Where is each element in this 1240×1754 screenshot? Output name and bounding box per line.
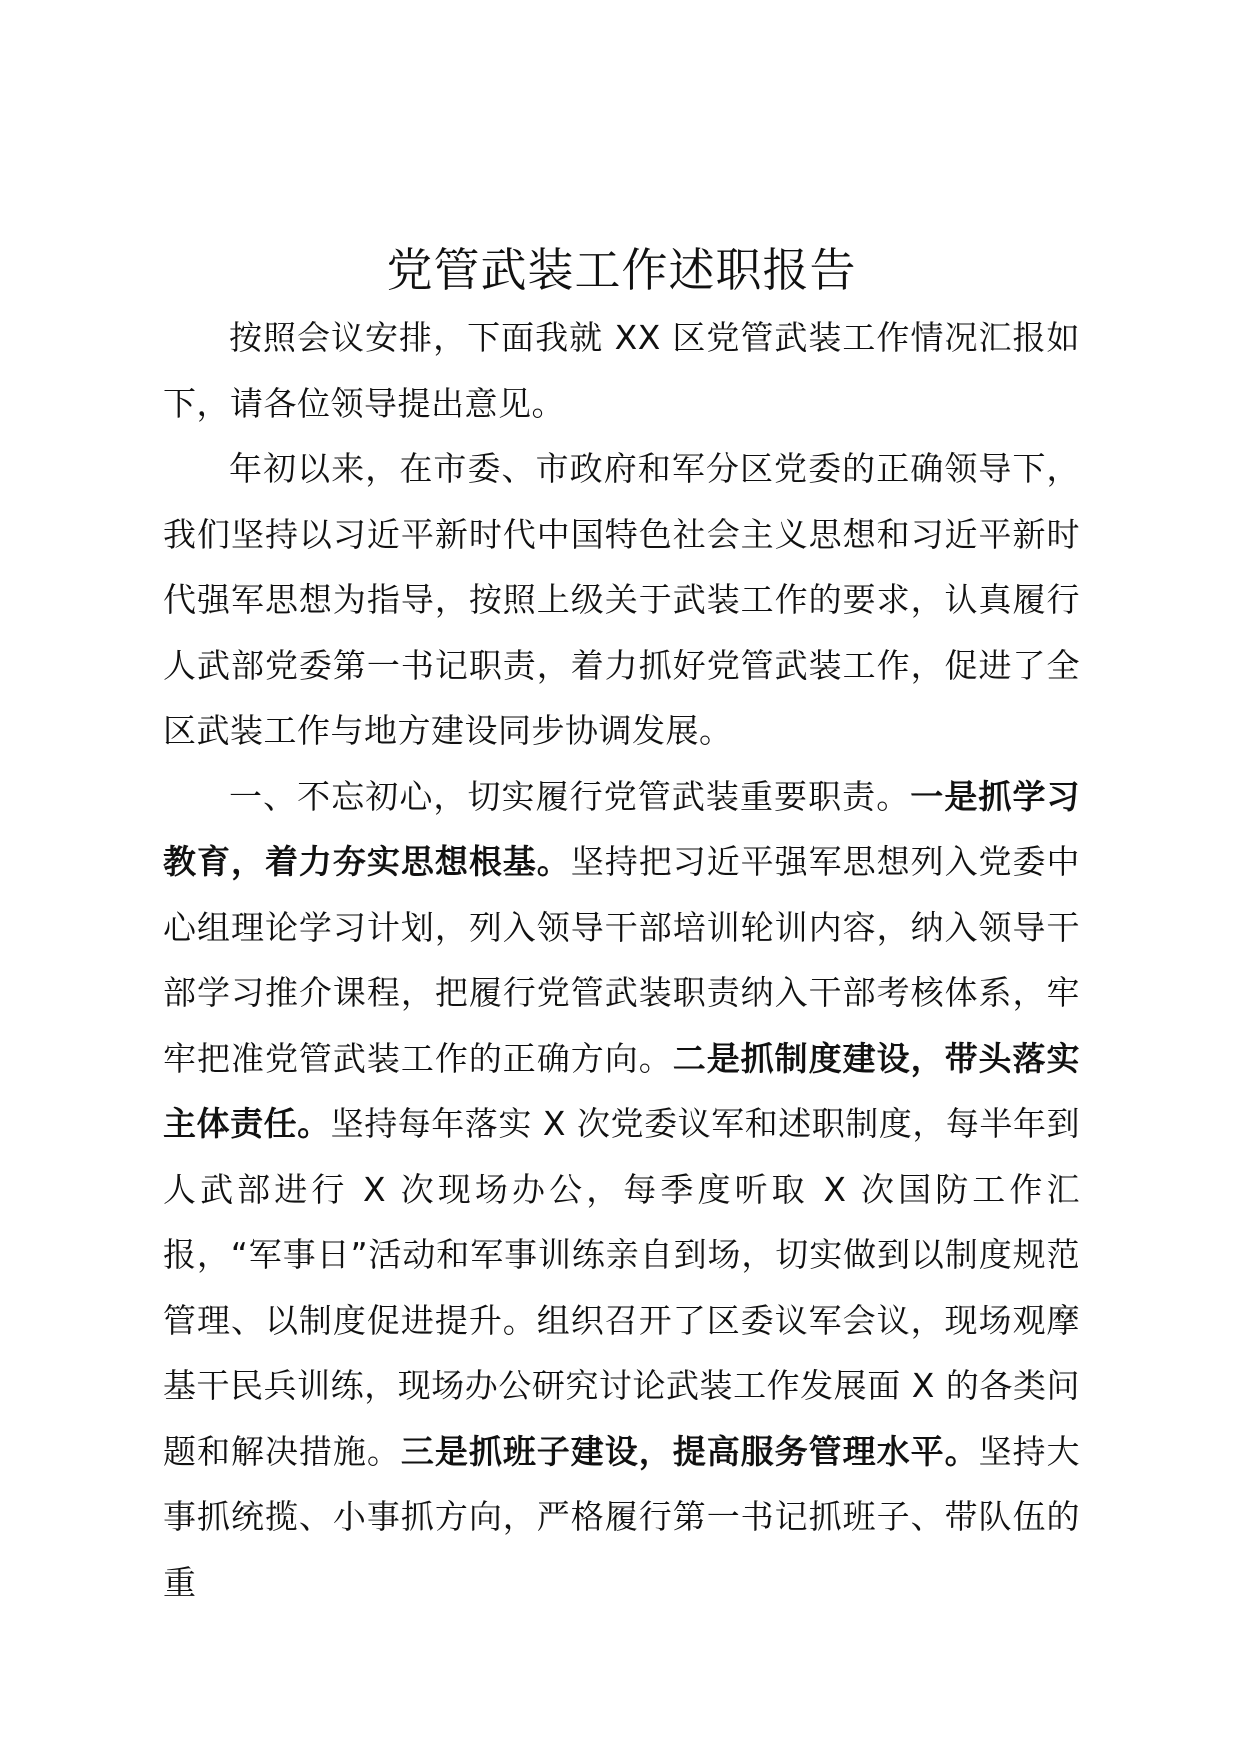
paragraph-text: 按照会议安排，下面我就 XX 区党管武装工作情况汇报如下，请各位领导提出意见。 bbox=[163, 318, 1080, 423]
paragraph-text: 年初以来，在市委、市政府和军分区党委的正确领导下，我们坚持以习近平新时代中国特色社会主义思想和习近平新时代强军思想为指导，按照上级关于武装工作的要求，认真履行人武部党委第一书记职责，着力抓好党管武装工作，促进了全区武装工作与地方建设同步协调发展。 bbox=[163, 449, 1080, 750]
paragraph-text: 坚持把习近平强军思想列入党委中心组理论学习计划，列入领导干部培训轮训内容，纳入领导干部学习推介课程，把履行党管武装职责纳入干部考核体系，牢牢把准党管武装工作的正确方向。 bbox=[163, 842, 1081, 1078]
document-page bbox=[163, 237, 1080, 1615]
paragraph-text: 一、不忘初心，切实履行党管武装重要职责。 bbox=[229, 776, 911, 816]
paragraph bbox=[163, 436, 1080, 764]
paragraph-text: 坚持大事抓统揽、小事抓方向，严格履行第一书记抓班子、带队伍的重 bbox=[163, 1431, 1081, 1602]
paragraph bbox=[163, 764, 1080, 1616]
bold-heading-text: 一是抓学习教育，着力夯实思想根基。 bbox=[163, 776, 1080, 881]
document-title: 党管武装工作述职报告 bbox=[386, 243, 857, 297]
document-body bbox=[163, 305, 1080, 1615]
paragraph bbox=[163, 305, 1080, 436]
bold-heading-text: 二是抓制度建设，带头落实主体责任。 bbox=[163, 1038, 1081, 1143]
bold-heading-text: 三是抓班子建设，提高服务管理水平。 bbox=[400, 1431, 979, 1471]
paragraph-text: 坚持每年落实 X 次党委议军和述职制度，每半年到人武部进行 X 次现场办公，每季度听取 X 次国防工作汇报，“军事日”活动和军事训练亲自到场，切实做到以制度规范管理、以制度促进提升。组织召开了区委议军会议，现场观摩基干民兵训练，现场办公研究讨论武装工作发展面 X 的各类问题和解决措施。 bbox=[163, 1104, 1080, 1471]
